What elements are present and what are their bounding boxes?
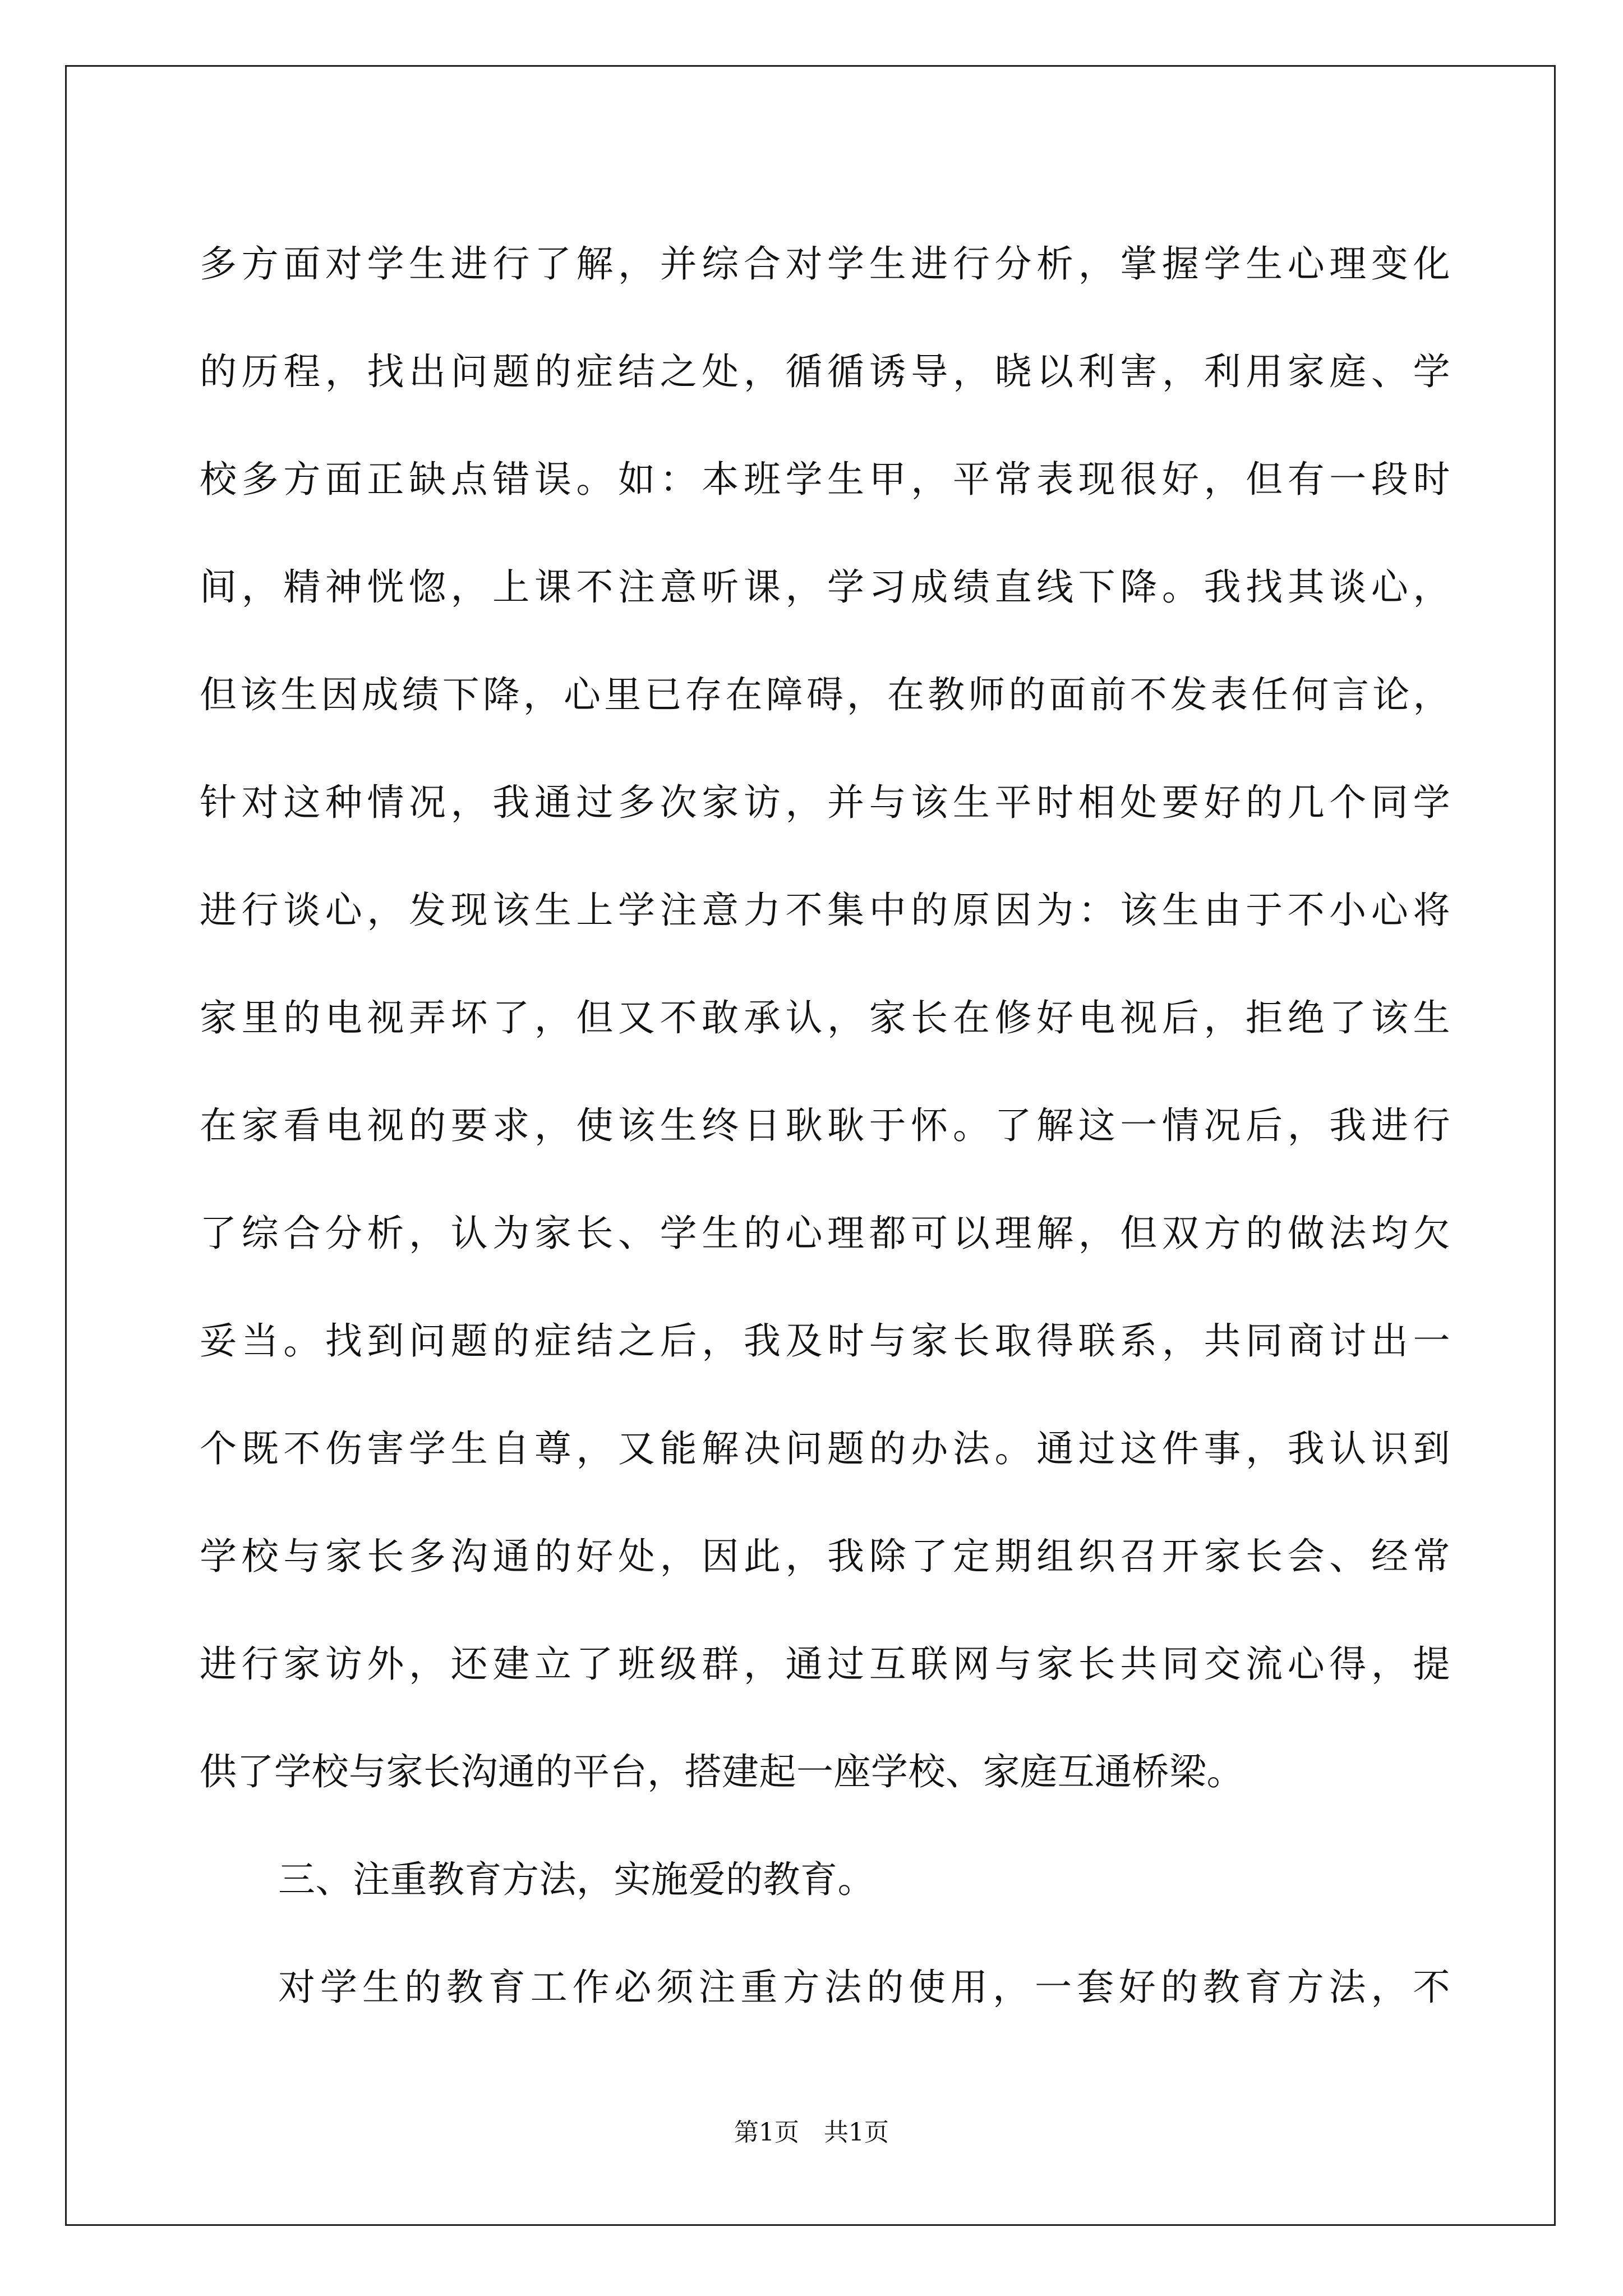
text-line: 了综合分析，认为家长、学生的心理都可以理解，但双方的做法均欠 [200,1212,1450,1255]
text-line: 个既不伤害学生自尊，又能解决问题的办法。通过这件事，我认识到 [200,1427,1450,1470]
text-line: 但该生因成绩下降，心里已存在障碍，在教师的面前不发表任何言论， [200,673,1450,716]
document-body [200,210,1450,2041]
text-line: 针对这种情况，我通过多次家访，并与该生平时相处要好的几个同学 [200,781,1450,824]
text-line: 进行谈心，发现该生上学注意力不集中的原因为：该生由于不小心将 [200,889,1450,932]
text-line: 的历程，找出问题的症结之处，循循诱导，晓以利害，利用家庭、学 [200,350,1450,393]
text-line: 学校与家长多沟通的好处，因此，我除了定期组织召开家长会、经常 [200,1535,1450,1578]
text-line: 妥当。找到问题的症结之后，我及时与家长取得联系，共同商讨出一 [200,1319,1450,1363]
text-line: 在家看电视的要求，使该生终日耿耿于怀。了解这一情况后，我进行 [200,1104,1450,1147]
text-line: 校多方面正缺点错误。如：本班学生甲，平常表现很好，但有一段时 [200,458,1450,501]
page-footer: 第1页 共1页 [734,2118,889,2147]
text-line: 供了学校与家长沟通的平台，搭建起一座学校、家庭互通桥梁。 [200,1750,1244,1793]
text-line: 家里的电视弄坏了，但又不敢承认，家长在修好电视后，拒绝了该生 [200,996,1450,1039]
text-line: 进行家访外，还建立了班级群，通过互联网与家长共同交流心得，提 [200,1642,1450,1686]
text-line: 间，精神恍惚，上课不注意听课，学习成绩直线下降。我找其谈心， [200,565,1450,609]
text-line: 对学生的教育工作必须注重方法的使用，一套好的教育方法，不 [278,1966,1450,2009]
text-line: 多方面对学生进行了解，并综合对学生进行分析，掌握学生心理变化 [200,242,1450,286]
section-heading: 三、注重教育方法，实施爱的教育。 [278,1858,875,1901]
